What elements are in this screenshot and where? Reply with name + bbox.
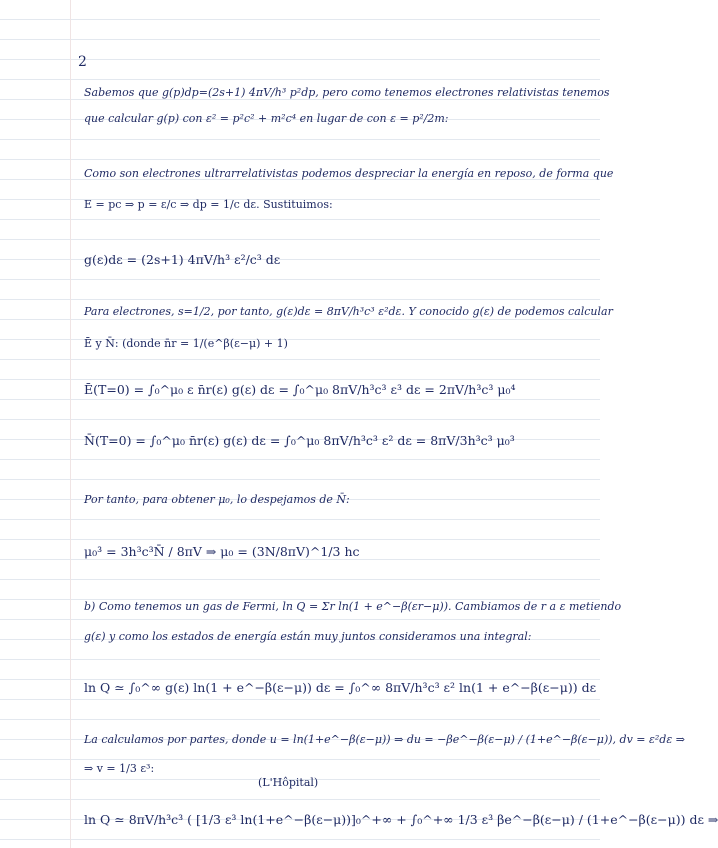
margin-line: [70, 0, 71, 848]
text-line-9: g(ε) y como los estados de energía están muy juntos consideramos una integral:: [84, 630, 532, 643]
text-line-1: Sabemos que g(p)dp=(2s+1) 4πV/h³ p²dp, pero como tenemos electrones relativistas tenemos: [84, 86, 610, 99]
text-line-4: E = pc ⇒ p = ε/c ⇒ dp = 1/c dε. Sustituimos:: [84, 198, 333, 211]
equation-mu0: μ₀³ = 3h³c³N̄ / 8πV ⇒ μ₀ = (3N/8πV)^1/3 hc: [84, 544, 360, 559]
text-line-6: Ē y N̄: (donde n̄r = 1/(e^β(ε−μ) + 1): [84, 337, 288, 350]
text-line-2: que calcular g(p) con ε² = p²c² + m²c⁴ en lugar de con ε = p²/2m:: [84, 112, 449, 125]
text-line-3: Como son electrones ultrarrelativistas podemos despreciar la energía en reposo, de forma que: [84, 167, 614, 180]
text-line-8: b) Como tenemos un gas de Fermi, ln Q = Σr ln(1 + e^−β(εr−μ)). Cambiamos de r a ε metiendo: [84, 600, 622, 613]
text-line-7: Por tanto, para obtener μ₀, lo despejamos de N̄:: [84, 493, 350, 506]
equation-g-epsilon: g(ε)dε = (2s+1) 4πV/h³ ε²/c³ dε: [84, 252, 281, 267]
equation-energy: Ē(T=0) = ∫₀^μ₀ ε n̄r(ε) g(ε) dε = ∫₀^μ₀ 8πV/h³c³ ε³ dε = 2πV/h³c³ μ₀⁴: [84, 382, 516, 397]
text-line-11: ⇒ v = 1/3 ε³:: [84, 762, 155, 775]
text-line-5: Para electrones, s=1/2, por tanto, g(ε)dε = 8πV/h³c³ ε²dε. Y conocido g(ε) de podemos calcular: [84, 305, 613, 318]
equation-lnQ-parts: ln Q ≃ 8πV/h³c³ ( [1/3 ε³ ln(1+e^−β(ε−μ))]₀^+∞ + ∫₀^+∞ 1/3 ε³ βe^−β(ε−μ) / (1+e^−β(ε−μ)) dε ⇒: [84, 812, 718, 827]
section-number: 2: [78, 54, 87, 70]
equation-lnQ: ln Q ≃ ∫₀^∞ g(ε) ln(1 + e^−β(ε−μ)) dε = ∫₀^∞ 8πV/h³c³ ε² ln(1 + e^−β(ε−μ)) dε: [84, 680, 597, 695]
lhopital-note: (L'Hôpital): [258, 776, 319, 789]
text-line-10: La calculamos por partes, donde u = ln(1+e^−β(ε−μ)) ⇒ du = −βe^−β(ε−μ) / (1+e^−β(ε−μ)), dv = ε²dε ⇒: [84, 733, 685, 746]
equation-number: N̄(T=0) = ∫₀^μ₀ n̄r(ε) g(ε) dε = ∫₀^μ₀ 8πV/h³c³ ε² dε = 8πV/3h³c³ μ₀³: [84, 433, 515, 448]
